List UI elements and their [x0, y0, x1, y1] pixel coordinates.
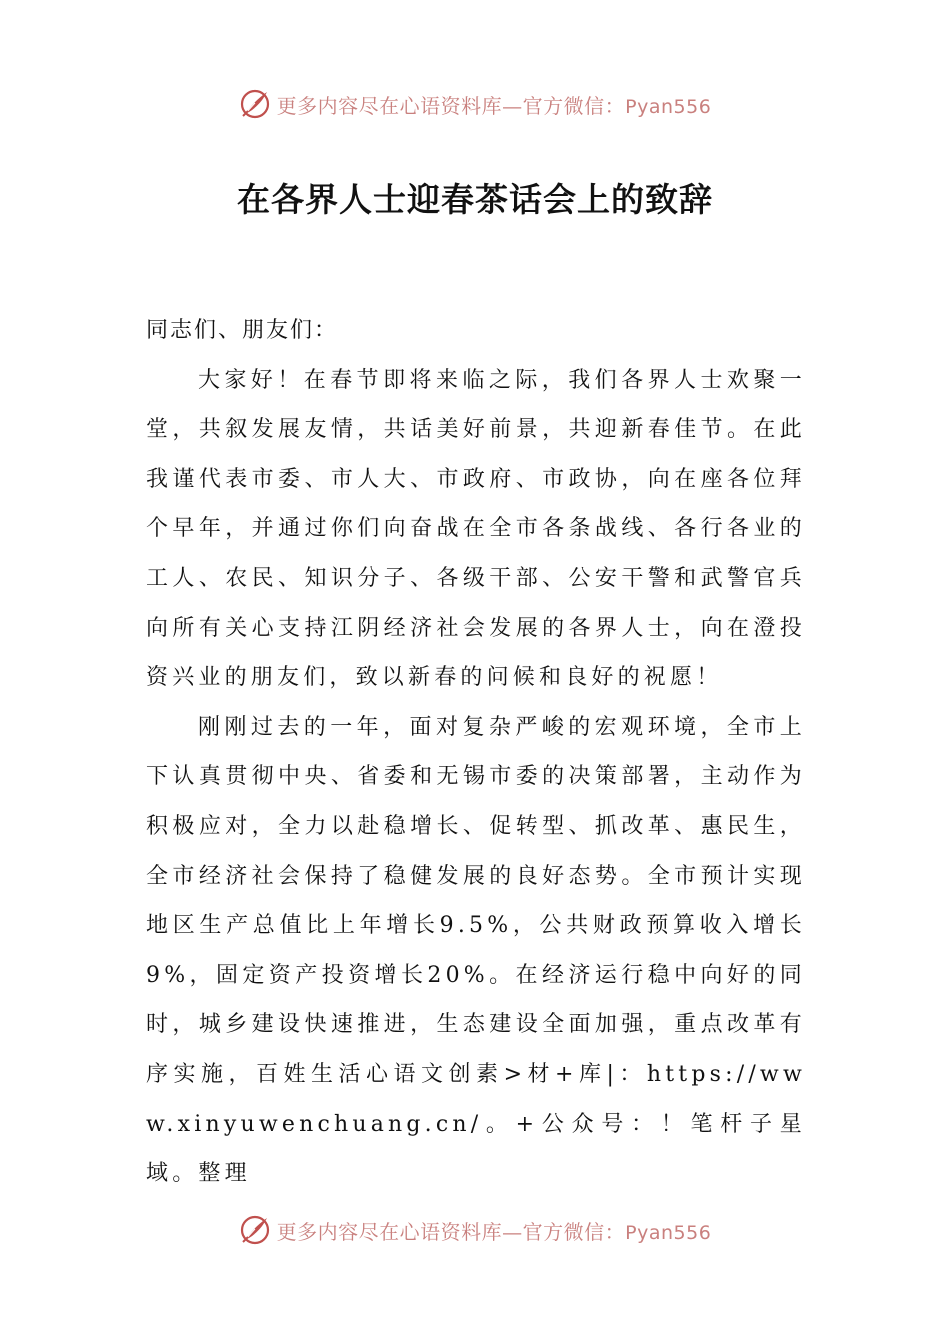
quill-pen-logo-icon [239, 1214, 271, 1246]
quill-pen-logo-icon [239, 88, 271, 120]
header-wechat-id: Pyan556 [625, 95, 712, 118]
paragraph-review: 刚刚过去的一年，面对复杂严峻的宏观环境，全市上下认真贯彻中央、省委和无锡市委的决策部署，主动作为积极应对，全力以赴稳增长、促转型、抓改革、惠民生，全市经济社会保持了稳健发展的良好态势。全市预计实现地区生产总值比上年增长9.5%，公共财政预算收入增长9%，固定资产投资增长20%。在经济运行稳中向好的同时，城乡建设快速推进，生态建设全面加强，重点改革有序实施，百姓生活心语文创素>材+库|：https://www.xinyuwenchuang.cn/。+公众号：！笔杆子星域。整理 [146, 714, 806, 1187]
header-watermark-banner [0, 84, 950, 124]
paragraph-greeting: 大家好！在春节即将来临之际，我们各界人士欢聚一堂，共叙发展友情，共话美好前景，共迎新春佳节。在此我谨代表市委、市人大、市政府、市政协，向在座各位拜个早年，并通过你们向奋战在全市各条战线、各行各业的工人、农民、知识分子、各级干部、公安干警和武警官兵向所有关心支持江阴经济社会发展的各界人士，向在澄投资兴业的朋友们，致以新春的问候和良好的祝愿！ [146, 367, 806, 691]
document-title: 在各界人士迎春茶话会上的致辞 [237, 180, 713, 219]
document-body [146, 306, 806, 1199]
header-banner-text: 更多内容尽在心语资料库—官方微信：Pyan556 [276, 93, 712, 118]
footer-watermark-banner [0, 1210, 950, 1250]
footer-banner-text: 更多内容尽在心语资料库—官方微信：Pyan556 [276, 1219, 712, 1244]
salutation: 同志们、朋友们： [146, 318, 339, 343]
footer-wechat-id: Pyan556 [625, 1221, 712, 1244]
